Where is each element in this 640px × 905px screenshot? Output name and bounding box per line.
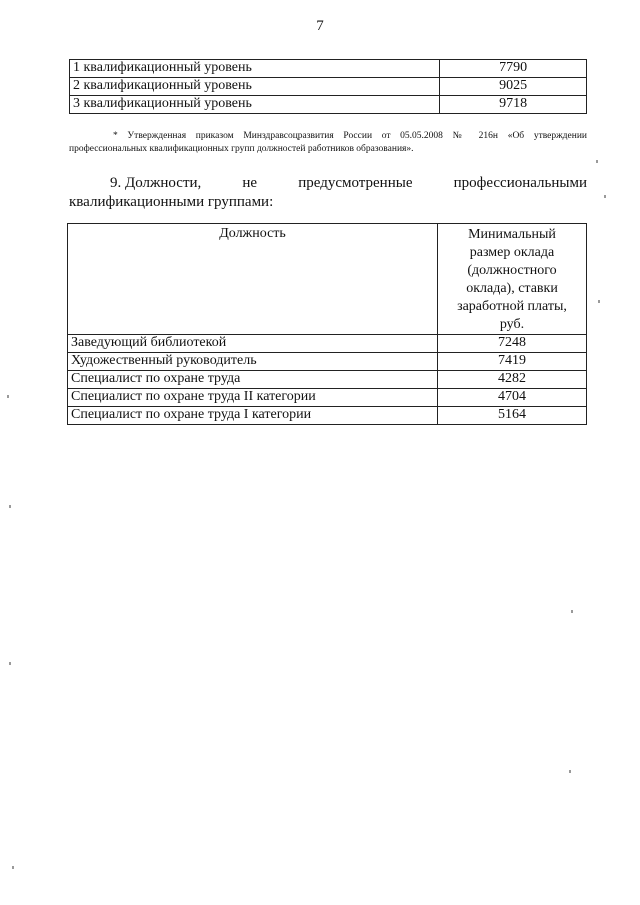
header-line: оклада), ставки bbox=[466, 281, 558, 296]
position-salary-cell: 4282 bbox=[438, 371, 587, 389]
scan-speck bbox=[596, 160, 598, 163]
scan-speck bbox=[571, 610, 573, 613]
scan-speck bbox=[9, 662, 11, 665]
table-row bbox=[70, 78, 587, 96]
position-name-cell: Специалист по охране труда II категории bbox=[68, 389, 438, 407]
position-name-cell: Специалист по охране труда bbox=[68, 371, 438, 389]
scan-speck bbox=[9, 505, 11, 508]
section-heading bbox=[69, 174, 587, 212]
section-heading-line bbox=[69, 174, 587, 193]
level-name-cell: 2 квалификационный уровень bbox=[70, 78, 440, 96]
level-salary-cell: 7790 bbox=[440, 60, 587, 78]
position-name-cell: Художественный руководитель bbox=[68, 353, 438, 371]
section-heading-line: квалификационными группами: bbox=[69, 194, 274, 210]
header-line: Минимальный bbox=[468, 227, 556, 242]
scan-speck bbox=[569, 770, 571, 773]
position-name-cell: Заведующий библиотекой bbox=[68, 335, 438, 353]
level-name-cell: 3 квалификационный уровень bbox=[70, 96, 440, 114]
qualification-levels-table bbox=[69, 59, 587, 114]
header-line: заработной платы, bbox=[457, 299, 567, 314]
scan-speck bbox=[598, 300, 600, 303]
level-salary-cell: 9025 bbox=[440, 78, 587, 96]
heading-word: 9. Должности, bbox=[110, 175, 202, 191]
column-header-position: Должность bbox=[68, 224, 438, 335]
level-name-cell: 1 квалификационный уровень bbox=[70, 60, 440, 78]
heading-word: не bbox=[242, 175, 258, 191]
table-header-row bbox=[68, 224, 587, 335]
table-row bbox=[68, 407, 587, 425]
position-salary-cell: 7248 bbox=[438, 335, 587, 353]
table-row bbox=[68, 389, 587, 407]
table-row bbox=[68, 335, 587, 353]
heading-word: профессиональными bbox=[453, 175, 587, 191]
table-row bbox=[68, 353, 587, 371]
position-salary-cell: 7419 bbox=[438, 353, 587, 371]
heading-word: предусмотренные bbox=[298, 175, 413, 191]
table-row bbox=[70, 96, 587, 114]
level-salary-cell: 9718 bbox=[440, 96, 587, 114]
table-row bbox=[70, 60, 587, 78]
header-line: руб. bbox=[499, 317, 525, 332]
positions-table bbox=[67, 223, 587, 425]
footnote: * Утвержденная приказом Минздравсоцразвития России от 05.05.2008 № 216н «Об утверждении профессиональных квалификационных групп должностей работников образования». bbox=[69, 131, 587, 154]
scan-speck bbox=[12, 866, 14, 869]
position-salary-cell: 5164 bbox=[438, 407, 587, 425]
header-line: размер оклада bbox=[469, 245, 555, 260]
scan-speck bbox=[604, 195, 606, 198]
header-line: (должностного bbox=[467, 263, 557, 278]
position-salary-cell: 4704 bbox=[438, 389, 587, 407]
scan-speck bbox=[7, 395, 9, 398]
page-number: 7 bbox=[316, 18, 324, 34]
table-row bbox=[68, 371, 587, 389]
column-header-salary bbox=[438, 224, 587, 335]
position-name-cell: Специалист по охране труда I категории bbox=[68, 407, 438, 425]
